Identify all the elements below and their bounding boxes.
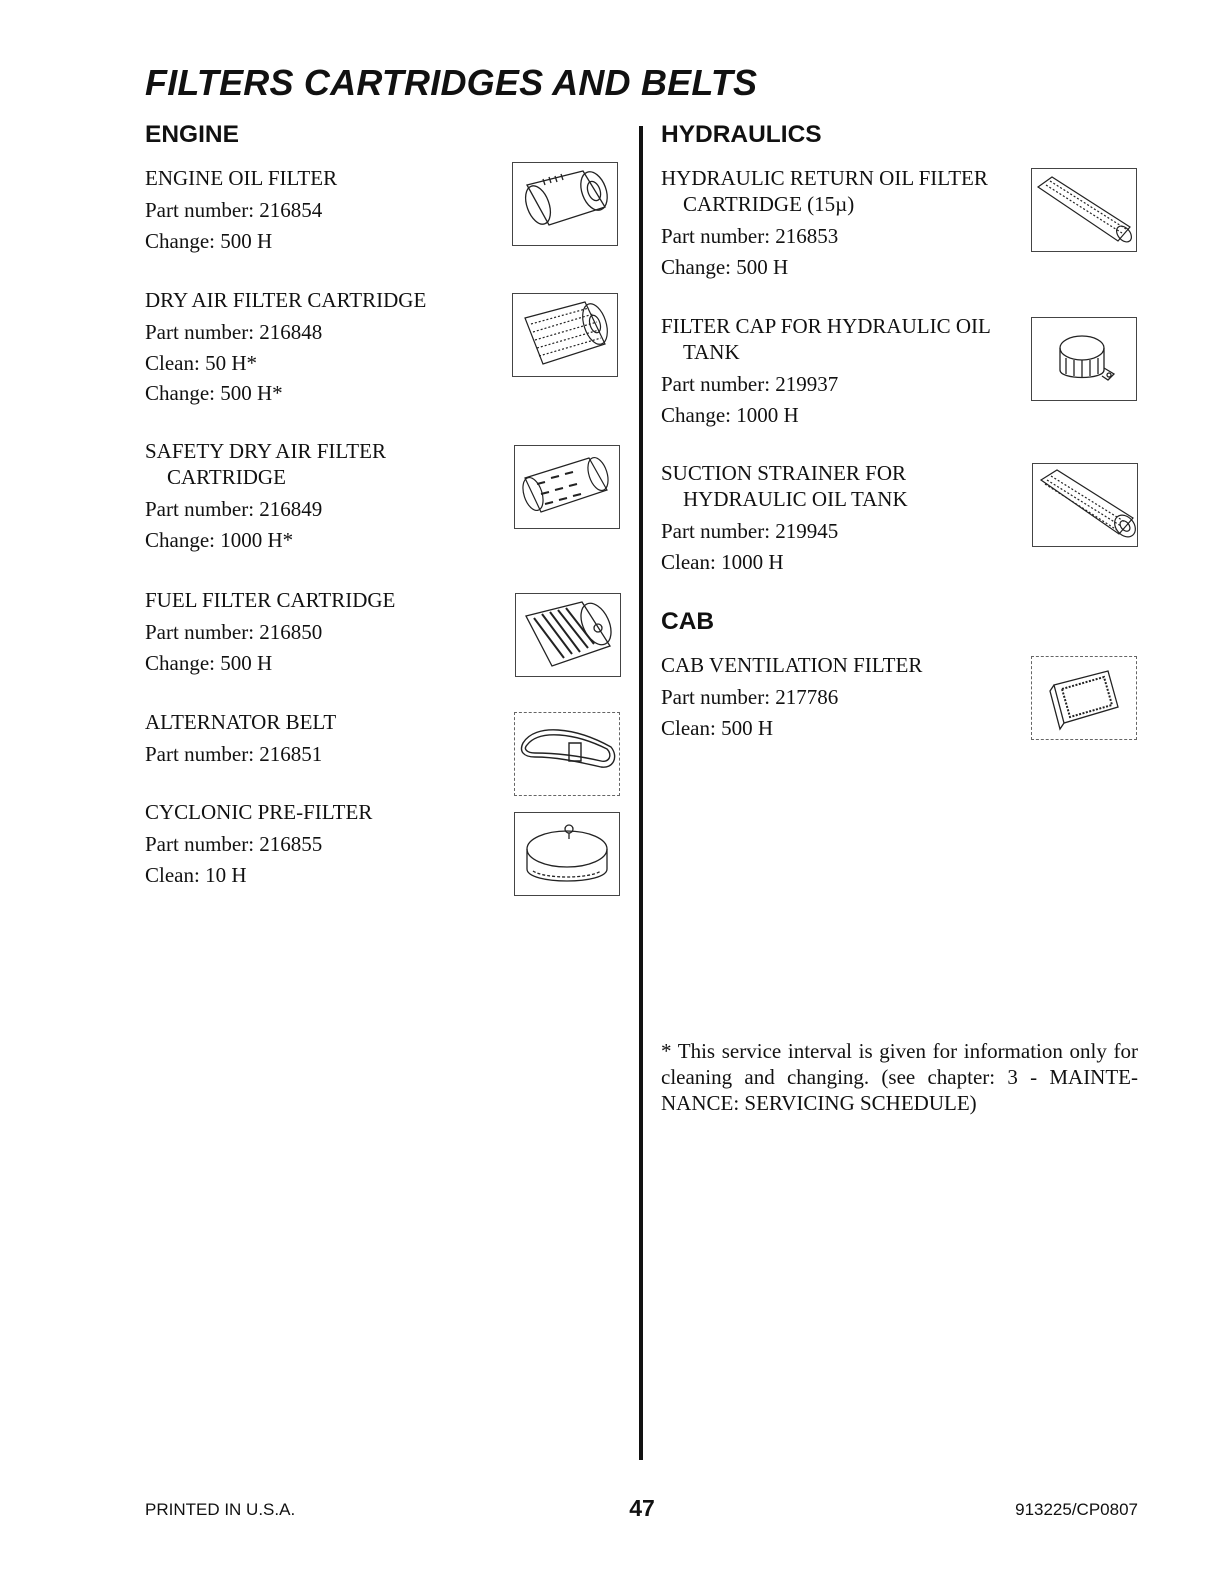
filter-cap-icon [1031, 317, 1137, 401]
part-entry-safety-air-filter [145, 438, 386, 555]
service-interval: Clean: 1000 H [661, 549, 784, 574]
oil-filter-icon [512, 162, 618, 246]
fuel-filter-icon [515, 593, 621, 677]
part-name: CYCLONIC PRE-FILTER [145, 800, 373, 824]
pre-filter-icon [514, 812, 620, 896]
part-number: Part number: 219937 [661, 372, 839, 396]
part-entry-hydraulic-return-filter [661, 165, 988, 282]
part-entry-cab-ventilation-filter [661, 652, 922, 743]
service-interval: Change: 500 H [661, 254, 789, 279]
section-heading-engine: ENGINE [145, 121, 239, 148]
part-name: ENGINE OIL FILTER [145, 166, 338, 190]
page-number: 47 [629, 1495, 655, 1521]
column-divider [639, 126, 643, 1460]
section-heading-hydraulics: HYDRAULICS [661, 121, 822, 148]
part-number: Part number: 216851 [145, 742, 323, 766]
part-number: Part number: 216855 [145, 832, 323, 856]
section-heading-cab: CAB [661, 608, 715, 635]
service-interval: Change: 1000 H [661, 402, 799, 427]
part-name: CAB VENTILATION FILTER [661, 653, 923, 677]
part-number: Part number: 217786 [661, 685, 839, 709]
part-entry-suction-strainer [661, 460, 908, 577]
part-number: Part number: 216849 [145, 497, 323, 521]
part-name: HYDRAULIC RETURN OIL FILTER CARTRIDGE (15µ) [661, 166, 988, 216]
part-entry-cyclonic-pre-filter [145, 799, 372, 890]
service-interval: Clean: 500 H [661, 715, 773, 740]
safety-filter-icon [514, 445, 620, 529]
footnote: * This service interval is given for information only for cleaning and changing. (see chapter: 3 - MAINTE-NANCE: SERVICING SCHEDULE) [661, 1039, 1138, 1115]
footer-printed: PRINTED IN U.S.A. [145, 1500, 296, 1519]
part-entry-fuel-filter [145, 587, 395, 678]
part-entry-filter-cap [661, 313, 991, 430]
part-entry-alternator-belt [145, 709, 336, 770]
service-interval: Change: 1000 H* [145, 527, 294, 552]
part-number: Part number: 216853 [661, 224, 839, 248]
page-title: FILTERS CARTRIDGES AND BELTS [145, 62, 758, 103]
service-interval: Change: 500 H [145, 650, 273, 675]
ventilation-filter-icon [1031, 656, 1137, 740]
belt-icon [514, 712, 620, 796]
part-entry-engine-oil-filter [145, 165, 337, 256]
footer-doc-code: 913225/CP0807 [1015, 1500, 1138, 1519]
service-interval: Clean: 50 H* [145, 350, 257, 375]
air-filter-icon [512, 293, 618, 377]
service-interval: Change: 500 H [145, 228, 273, 253]
part-number: Part number: 216854 [145, 198, 323, 222]
part-name: FILTER CAP FOR HYDRAULIC OIL TANK [661, 314, 991, 364]
part-number: Part number: 216848 [145, 320, 323, 344]
part-number: Part number: 219945 [661, 519, 839, 543]
service-interval: Change: 500 H* [145, 381, 283, 405]
part-name: SAFETY DRY AIR FILTER CARTRIDGE [145, 439, 386, 489]
return-filter-icon [1031, 168, 1137, 252]
service-interval: Clean: 10 H [145, 862, 247, 887]
part-name: DRY AIR FILTER CARTRIDGE [145, 288, 427, 312]
part-name: SUCTION STRAINER FOR HYDRAULIC OIL TANK [661, 461, 908, 511]
part-number: Part number: 216850 [145, 620, 323, 644]
part-name: FUEL FILTER CARTRIDGE [145, 588, 396, 612]
part-entry-dry-air-filter [145, 287, 426, 409]
part-name: ALTERNATOR BELT [145, 710, 337, 734]
strainer-icon [1032, 463, 1138, 547]
